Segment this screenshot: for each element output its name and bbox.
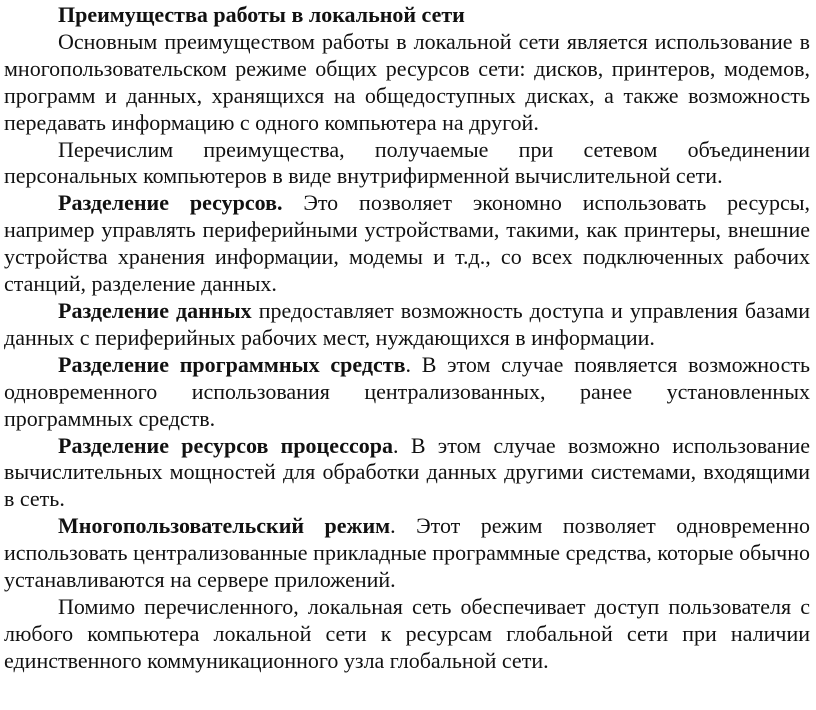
intro-paragraph: Основным преимуществом работы в локальной сети является использование в многопользовательском режиме общих ресурсов сети: дисков, принтеров, модемов, программ и данных, хранящихся на общедоступных дисках, а также возможность передавать информацию с одного компьютера на другой. — [4, 28, 810, 135]
document-title: Преимущества работы в локальной сети — [58, 2, 465, 27]
processor-text: . В этом случае возможно использование вычислительных мощностей для обработки данных другими системами, входящими в сеть. — [4, 432, 810, 512]
processor-term: Разделение ресурсов процессора — [58, 432, 394, 458]
conclusion-paragraph: Помимо перечисленного, локальная сеть обеспечивает доступ пользователя с любого компьютера локальной сети к ресурсам глобальной сети при наличии единственного коммуникационного узла глобальной сети. — [4, 593, 810, 673]
multiuser-paragraph — [4, 513, 810, 594]
list-intro-paragraph: Перечислим преимущества, получаемые при сетевом объединении персональных компьютеров в виде внутрифирменной вычислительной сети. — [4, 136, 810, 189]
software-paragraph — [4, 352, 810, 433]
resources-term: Разделение ресурсов. — [58, 190, 283, 216]
data-sharing-term: Разделение данных — [58, 297, 252, 323]
multiuser-term: Многопользовательский режим — [58, 513, 391, 539]
software-term: Разделение программных средств — [58, 351, 406, 377]
software-text: . В этом случае появляется возможность одновременного использования централизованных, ранее установленных программных средств. — [4, 351, 811, 431]
data-sharing-paragraph — [4, 298, 810, 352]
processor-paragraph — [4, 433, 810, 514]
resources-text: Это позволяет экономно использовать ресурсы, например управлять периферийными устройствами, такими, как принтеры, внешние устройства хранения информации, модемы и т.д., со всех подключенных рабочих станций, разделение данных. — [4, 190, 810, 297]
resources-paragraph — [4, 190, 810, 298]
multiuser-text: . Этот режим позволяет одновременно использовать централизованные прикладные программные средства, которые обычно устанавливаются на сервере приложений. — [4, 513, 810, 593]
data-sharing-text: предоставляет возможность доступа и управления базами данных с периферийных рабочих мест, нуждающихся в информации. — [4, 297, 811, 350]
